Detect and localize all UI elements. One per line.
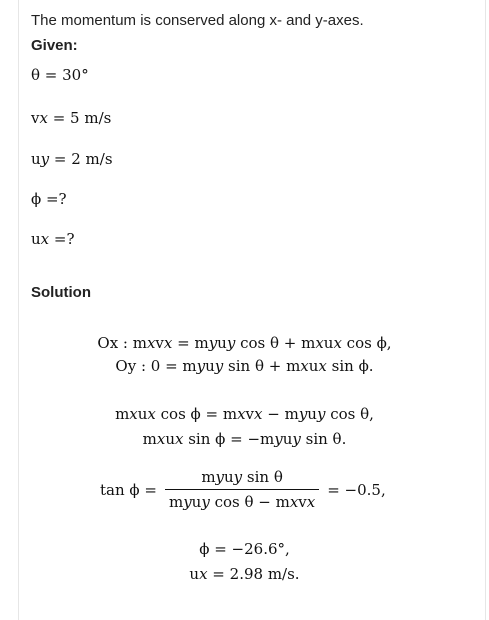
answer-card: [18, 0, 486, 620]
tan-rhs: = −0.5,: [327, 480, 386, 499]
tan-denominator: m𝑦u𝑦 cos θ − m𝑥v𝑥: [165, 489, 319, 511]
intro-text: The momentum is conserved along x- and y-axes.: [31, 12, 364, 29]
given-heading: Given:: [31, 37, 78, 54]
given-theta: θ = 30°: [31, 66, 89, 84]
solution-heading: Solution: [31, 284, 91, 301]
equation-oy: Oy : 0 = m𝑦u𝑦 sin θ + m𝑥u𝑥 sin ϕ.: [115, 357, 374, 375]
tan-lhs: tan ϕ =: [100, 480, 157, 499]
equation-sin: m𝑥u𝑥 sin ϕ = −m𝑦u𝑦 sin θ.: [142, 430, 347, 448]
equation-ox: Ox : m𝑥v𝑥 = m𝑦u𝑦 cos θ + m𝑥u𝑥 cos ϕ,: [97, 334, 392, 352]
given-uy: u𝑦 = 2 m/s: [31, 150, 113, 168]
tan-numerator: m𝑦u𝑦 sin θ: [201, 468, 283, 486]
given-vx: v𝑥 = 5 m/s: [31, 109, 112, 127]
tan-equation: [100, 468, 386, 511]
tan-fraction: [165, 468, 319, 511]
ux-result: u𝑥 = 2.98 m/s.: [189, 565, 300, 583]
given-phi: ϕ =?: [31, 190, 67, 208]
given-ux: u𝑥 =?: [31, 230, 75, 248]
phi-result: ϕ = −26.6°,: [199, 540, 290, 558]
equation-cos: m𝑥u𝑥 cos ϕ = m𝑥v𝑥 − m𝑦u𝑦 cos θ,: [115, 405, 374, 423]
